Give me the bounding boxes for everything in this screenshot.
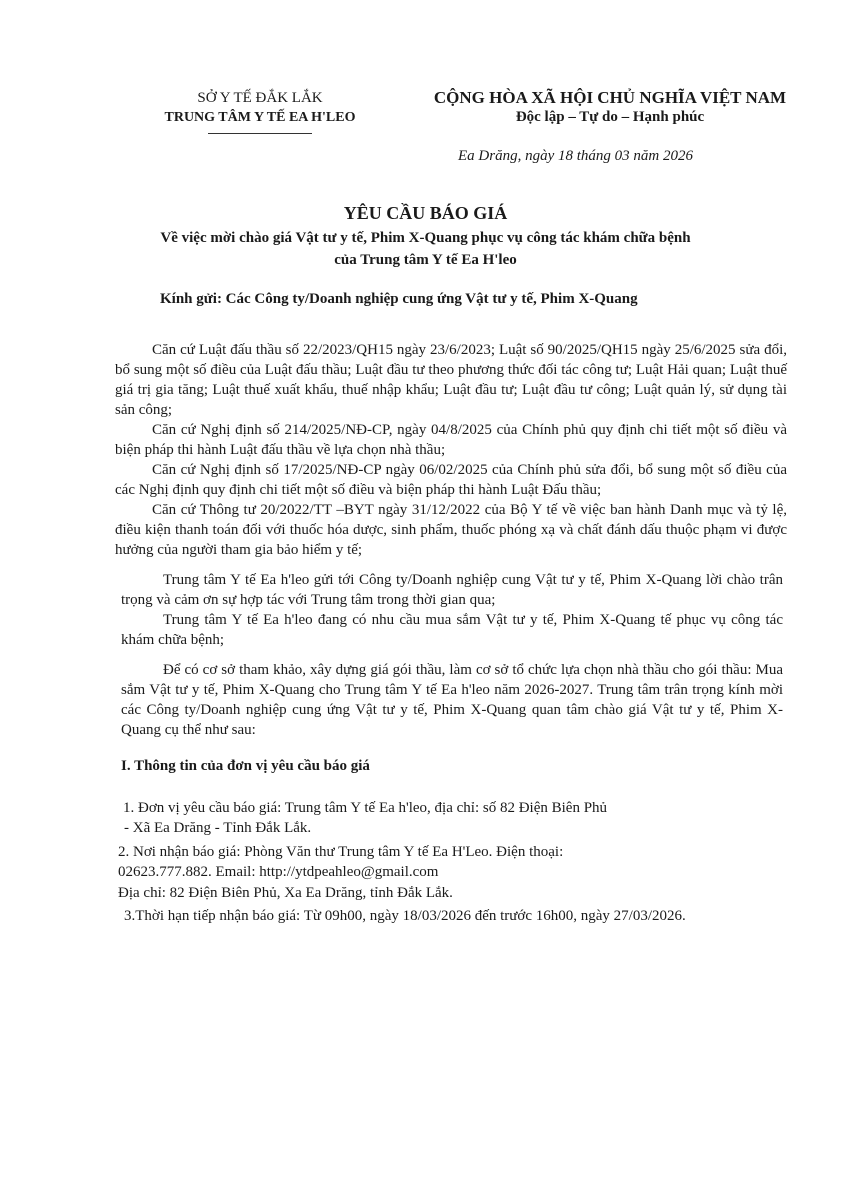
list-item: 2. Nơi nhận báo giá: Phòng Văn thư Trung tâm Y tế Ea H'Leo. Điện thoại:: [118, 844, 564, 860]
legal-basis-paragraph: Căn cứ Nghị định số 214/2025/NĐ-CP, ngày 04/8/2025 của Chính phủ quy định chi tiết một số điều và biện pháp thi hành Luật đấu thầu về lựa chọn nhà thầu;: [115, 422, 787, 458]
document-subject-line-1: Về việc mời chào giá Vật tư y tế, Phim X-Quang phục vụ công tác khám chữa bệnh: [160, 230, 691, 246]
place-date: Ea Drăng, ngày 18 tháng 03 năm 2026: [458, 148, 693, 164]
need-paragraph: Trung tâm Y tế Ea h'leo đang có nhu cầu mua sắm Vật tư y tế, Phim X-Quang tế phục vụ công tác khám chữa bệnh;: [121, 612, 783, 648]
unit-name: TRUNG TÂM Y TẾ EA H'LEO: [164, 110, 356, 125]
document-title: YÊU CẦU BÁO GIÁ: [343, 203, 508, 223]
document-subject-line-2: của Trung tâm Y tế Ea H'leo: [334, 252, 517, 268]
recipient-line: Kính gửi: Các Công ty/Doanh nghiệp cung ứng Vật tư y tế, Phim X-Quang: [160, 291, 638, 307]
list-item: - Xã Ea Drăng - Tỉnh Đắk Lắk.: [124, 820, 312, 836]
list-item: Địa chỉ: 82 Điện Biên Phủ, Xa Ea Drăng, tỉnh Đắk Lắk.: [118, 885, 453, 901]
national-title: CỘNG HÒA XÃ HỘI CHỦ NGHĨA VIỆT NAM: [433, 88, 787, 107]
greeting-paragraph: Trung tâm Y tế Ea h'leo gửi tới Công ty/Doanh nghiệp cung Vật tư y tế, Phim X-Quang lời chào trân trọng và cảm ơn sự hợp tác với Trung tâm trong thời gian qua;: [121, 572, 783, 608]
agency-name: SỞ Y TẾ ĐẮK LẮK: [197, 90, 323, 106]
section-heading: I. Thông tin của đơn vị yêu cầu báo giá: [121, 758, 370, 774]
list-item: 1. Đơn vị yêu cầu báo giá: Trung tâm Y tế Ea h'leo, địa chỉ: số 82 Điện Biên Phủ: [123, 800, 608, 816]
legal-basis-paragraph: Căn cứ Thông tư 20/2022/TT –BYT ngày 31/12/2022 của Bộ Y tế về việc ban hành Danh mục và tỷ lệ, điều kiện thanh toán đối với thuốc hóa dược, sinh phẩm, thuốc phóng xạ và chất đánh dấu thuộc phạm vi được hưởng của người tham gia bảo hiểm y tế;: [115, 502, 787, 558]
list-item: 3.Thời hạn tiếp nhận báo giá: Từ 09h00, ngày 18/03/2026 đến trước 16h00, ngày 27/03/2026.: [124, 908, 686, 924]
national-motto: Độc lập – Tự do – Hạnh phúc: [515, 109, 705, 125]
legal-basis-paragraph: Căn cứ Nghị định số 17/2025/NĐ-CP ngày 06/02/2025 của Chính phủ sửa đổi, bổ sung một số điều của các Nghị định quy định chi tiết một số điều và biện pháp thi hành Luật Đấu thầu;: [115, 462, 787, 498]
header-divider: [208, 133, 312, 134]
legal-basis-paragraph: Căn cứ Luật đấu thầu số 22/2023/QH15 ngày 23/6/2023; Luật số 90/2025/QH15 ngày 25/6/2025 sửa đổi, bổ sung một số điều của Luật đấu thầu; Luật đầu tư theo phương thức đối tác công tư; Luật Hải quan; Luật thuế giá trị gia tăng; Luật thuế xuất khẩu, thuế nhập khẩu; Luật đầu tư; Luật đầu tư công; Luật quản lý, sử dụng tài sản công;: [115, 342, 787, 418]
list-item: 02623.777.882. Email: http://ytdpeahleo@gmail.com: [118, 864, 439, 880]
invitation-paragraph: Để có cơ sở tham khảo, xây dựng giá gói thầu, làm cơ sở tổ chức lựa chọn nhà thầu cho gói thầu: Mua sắm Vật tư y tế, Phim X-Quang cho Trung tâm Y tế Ea h'leo năm 2026-2027. Trung tâm trân trọng kính mời các Công ty/Doanh nghiệp cung ứng Vật tư y tế, Phim X-Quang quan tâm chào giá Vật tư y tế, Phim X-Quang cụ thể như sau:: [121, 662, 783, 738]
